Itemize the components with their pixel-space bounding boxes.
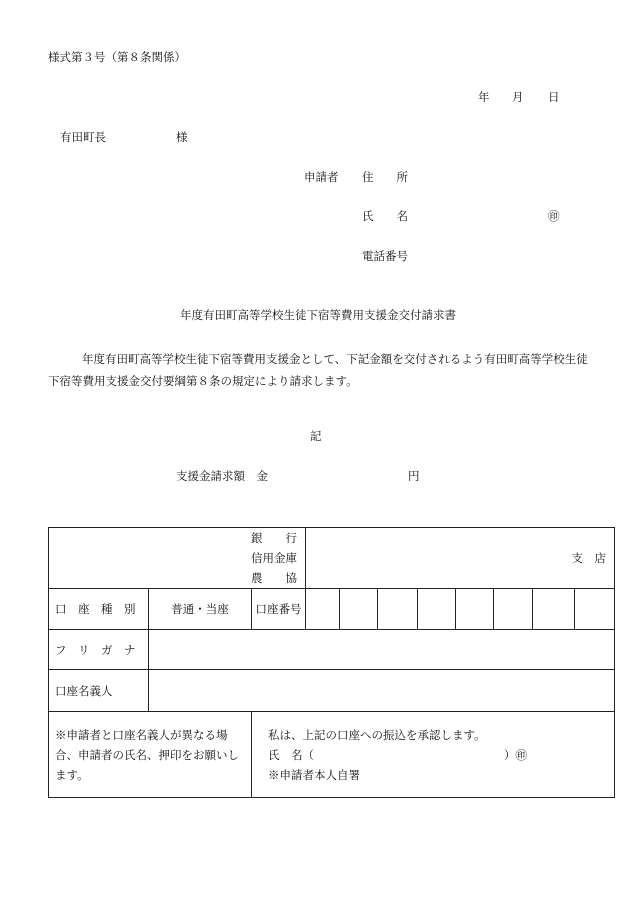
account-type-row [49, 589, 615, 630]
ki-label: 記 [310, 429, 322, 443]
holder-row [49, 670, 615, 712]
bank-type-credit-union: 信用金庫 [251, 551, 298, 565]
account-digit-5[interactable] [456, 589, 494, 630]
date-month: 月 [512, 90, 524, 104]
account-digit-8[interactable] [575, 589, 615, 630]
account-type-value[interactable]: 普通・当座 [149, 589, 252, 630]
account-digit-3[interactable] [378, 589, 418, 630]
phone-label: 電話番号 [362, 249, 408, 263]
document-title: 年度有田町高等学校生徒下宿等費用支援金交付請求書 [180, 308, 456, 322]
bank-row [49, 528, 615, 589]
account-number-label: 口座番号 [252, 589, 306, 630]
self-sign-note: ※申請者本人自署 [268, 767, 360, 782]
addressee-honorific: 様 [176, 130, 188, 144]
consent-row [49, 712, 615, 798]
account-type-label: 口 座 種 別 [49, 589, 149, 630]
furigana-row [49, 630, 615, 670]
consent-seal: ）㊞ [504, 747, 527, 762]
date-year: 年 [478, 90, 490, 104]
body-paragraph: 年度有田町高等学校生徒下宿等費用支援金として、下記金額を交付されるよう有田町高等学校生徒下宿等費用支援金交付要綱第８条の規定により請求します。 [48, 352, 588, 388]
consent-cell[interactable] [252, 712, 615, 798]
furigana-label: フ リ ガ ナ [49, 630, 149, 670]
holder-label: 口座名義人 [49, 670, 149, 712]
account-digit-6[interactable] [494, 589, 533, 630]
addressee-name: 有田町長 [60, 130, 106, 144]
applicant-note: ※申請者と口座名義人が異なる場合、申請者の氏名、押印をお願いします。 [49, 712, 252, 798]
bank-type-cell [49, 528, 306, 589]
account-digit-1[interactable] [306, 589, 340, 630]
address-label: 住 所 [362, 170, 408, 184]
applicant-label: 申請者 [304, 170, 339, 184]
holder-field[interactable] [149, 670, 615, 712]
seal-mark: ㊞ [548, 209, 560, 223]
consent-text: 私は、上記の口座への振込を承認します。 [268, 727, 486, 742]
name-label: 氏 名 [362, 209, 408, 223]
consent-name-label: 氏 名（ [268, 747, 314, 762]
amount-label: 支援金請求額 金 [176, 469, 268, 483]
bank-type-bank: 銀 行 [251, 531, 298, 545]
branch-label: 支 店 [571, 551, 607, 565]
consent-name-line [268, 745, 598, 765]
account-digit-7[interactable] [533, 589, 575, 630]
date-day: 日 [548, 90, 560, 104]
account-digit-4[interactable] [418, 589, 456, 630]
branch-cell[interactable] [306, 528, 615, 589]
furigana-field[interactable] [149, 630, 615, 670]
bank-account-table [48, 527, 615, 798]
account-digit-2[interactable] [340, 589, 378, 630]
bank-type-agri: 農 協 [251, 571, 298, 585]
yen-label: 円 [408, 469, 420, 483]
form-number: 様式第３号（第８条関係） [48, 50, 186, 64]
